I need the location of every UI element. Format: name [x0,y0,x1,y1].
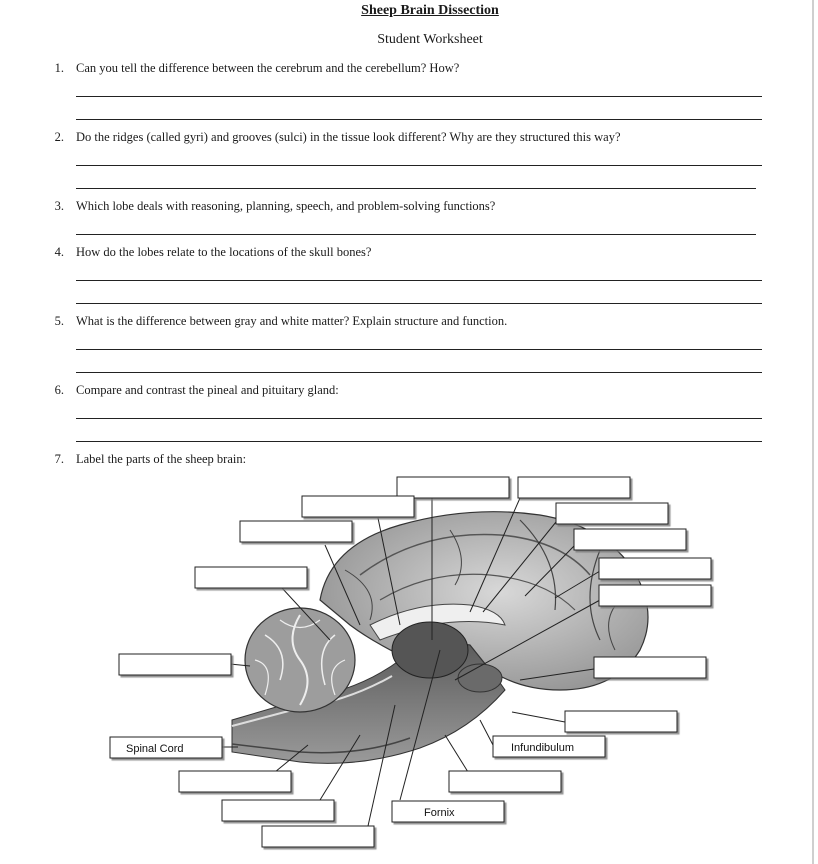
question-text: How do the lobes relate to the locations of the skull bones? [76,245,372,259]
sheep-brain-diagram [0,465,818,864]
question-number: 3. [54,199,64,213]
label-box[interactable] [262,826,374,847]
label-spinal-cord: Spinal Cord [126,743,184,755]
leader-line [445,735,468,772]
question-number: 2. [54,130,64,144]
question-text: Which lobe deals with reasoning, planning, speech, and problem-solving functions? [76,199,496,213]
answer-line[interactable] [76,165,762,166]
question-number: 4. [54,245,64,259]
answer-line[interactable] [76,119,762,120]
answer-line[interactable] [76,349,762,350]
label-box[interactable] [556,503,668,524]
label-box[interactable] [599,585,711,606]
answer-line[interactable] [76,234,756,235]
label-box[interactable] [222,800,334,821]
question-text: Compare and contrast the pineal and pituitary gland: [76,383,339,397]
label-box[interactable] [518,477,630,498]
label-fornix: Fornix [424,807,455,819]
label-box[interactable] [565,711,677,732]
worksheet-title: Sheep Brain Dissection [361,3,499,18]
question-number: 7. [54,452,64,466]
label-box[interactable] [179,771,291,792]
answer-line[interactable] [76,372,762,373]
label-box[interactable] [195,567,307,588]
label-box[interactable] [449,771,561,792]
question-number: 5. [54,314,64,328]
answer-line[interactable] [76,418,762,419]
answer-line[interactable] [76,188,756,189]
answer-line[interactable] [76,96,762,97]
label-box[interactable] [302,496,414,517]
label-box[interactable] [594,657,706,678]
label-box[interactable] [119,654,231,675]
question-number: 1. [54,61,64,75]
question-text: Can you tell the difference between the cerebrum and the cerebellum? How? [76,61,460,75]
question-text: What is the difference between gray and white matter? Explain structure and function. [76,314,508,328]
leader-line [480,720,493,745]
question-number: 6. [54,383,64,397]
cerebellum-drawing [245,608,355,712]
label-box[interactable] [574,529,686,550]
answer-line[interactable] [76,280,762,281]
leader-line [512,712,565,722]
label-box[interactable] [599,558,711,579]
answer-line[interactable] [76,303,762,304]
question-text: Label the parts of the sheep brain: [76,452,247,466]
question-text: Do the ridges (called gyri) and grooves (sulci) in the tissue look different? Why are they structured this way? [76,130,621,144]
answer-line[interactable] [76,441,762,442]
worksheet-subtitle: Student Worksheet [377,32,483,47]
label-box[interactable] [240,521,352,542]
label-infundibulum: Infundibulum [511,742,574,754]
label-box[interactable] [397,477,509,498]
